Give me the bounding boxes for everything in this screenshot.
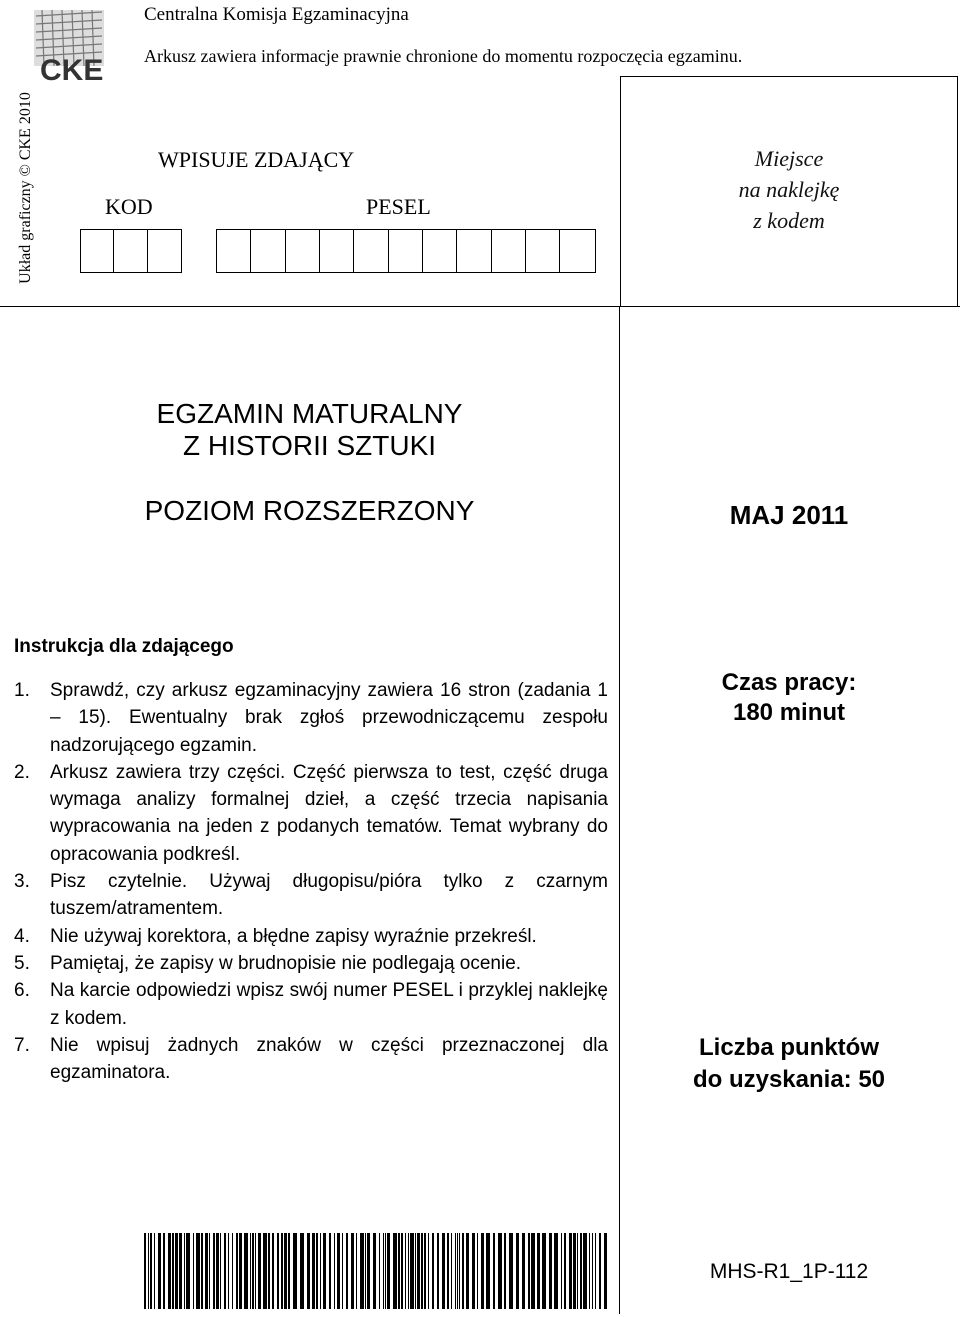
pesel-cell[interactable] — [286, 230, 320, 272]
barcode-bar — [379, 1233, 380, 1309]
barcode-bar — [228, 1233, 229, 1309]
pesel-cell[interactable] — [354, 230, 388, 272]
barcode-bar — [356, 1233, 357, 1309]
barcode-bar — [589, 1233, 590, 1309]
side-copyright-text: Układ graficzny © CKE 2010 — [17, 91, 34, 284]
barcode-bar — [367, 1233, 370, 1309]
instruction-number: 5. — [14, 952, 30, 974]
barcode-bar — [459, 1233, 460, 1309]
barcode-bar — [542, 1233, 546, 1309]
barcode-bar — [224, 1233, 226, 1309]
barcode-bar — [421, 1233, 423, 1309]
barcode-bar — [432, 1233, 434, 1309]
barcode-bar — [323, 1233, 326, 1309]
barcode-bar — [252, 1233, 254, 1309]
instruction-number: 4. — [14, 925, 30, 947]
barcode-bar — [196, 1233, 200, 1309]
barcode-bar — [451, 1233, 452, 1309]
barcode-bar — [509, 1233, 513, 1309]
kod-cell[interactable] — [148, 230, 181, 272]
barcode-bar — [284, 1233, 287, 1309]
barcode-bar — [201, 1233, 203, 1309]
barcode-bar — [604, 1233, 607, 1309]
barcode-bar — [549, 1233, 552, 1309]
time-info — [620, 668, 958, 728]
confidential-notice: Arkusz zawiera informacje prawnie chronione do momentu rozpoczęcia egzaminu. — [144, 46, 743, 66]
instruction-text: Nie wpisuj żadnych znaków w części przeznaczonej dla egzaminatora. — [50, 1034, 608, 1084]
barcode-bar — [365, 1233, 366, 1309]
barcode-bar — [255, 1233, 256, 1309]
barcode-bar — [258, 1233, 261, 1309]
barcode-bar — [424, 1233, 426, 1309]
instruction-item — [14, 923, 608, 950]
barcode-bar — [477, 1233, 478, 1309]
sticker-line-1: Miejsce — [754, 146, 824, 171]
pesel-label: PESEL — [366, 194, 431, 219]
barcode-bar — [193, 1233, 194, 1309]
barcode-bar — [144, 1233, 146, 1309]
barcode-image — [144, 1233, 610, 1309]
barcode-bar — [281, 1233, 283, 1309]
time-value: 180 minut — [732, 699, 846, 726]
barcode-bar — [580, 1233, 582, 1309]
instructions-heading: Instrukcja dla zdającego — [14, 636, 234, 657]
barcode-bar — [209, 1233, 210, 1309]
barcode-bar — [172, 1233, 174, 1309]
barcode-bar — [447, 1233, 449, 1309]
instruction-item — [14, 1032, 608, 1087]
instruction-number: 1. — [14, 680, 30, 701]
barcode-bar — [244, 1233, 248, 1309]
barcode-bar — [239, 1233, 242, 1309]
cke-logo — [32, 6, 108, 86]
barcode-bar — [175, 1233, 178, 1309]
barcode-bar — [405, 1233, 406, 1309]
instruction-number: 7. — [14, 1034, 30, 1056]
barcode-bar — [498, 1233, 502, 1309]
barcode-bar — [393, 1233, 397, 1309]
barcode-bar — [595, 1233, 596, 1309]
barcode-bar — [592, 1233, 593, 1309]
sticker-placeholder — [620, 143, 958, 236]
instruction-item — [14, 759, 608, 868]
sheet-code: MHS-R1_1P-112 — [709, 1260, 869, 1283]
barcode-bar — [437, 1233, 439, 1309]
logo-text: CKE — [40, 54, 104, 86]
barcode-bar — [537, 1233, 540, 1309]
points-value: do uzyskania: 50 — [692, 1066, 886, 1093]
barcode-bar — [398, 1233, 400, 1309]
barcode-bar — [148, 1233, 149, 1309]
vertical-divider — [619, 306, 620, 1314]
pesel-cell[interactable] — [560, 230, 595, 272]
organization-name: Centralna Komisja Egzaminacyjna — [144, 4, 409, 25]
instruction-item — [14, 977, 608, 1032]
points-label: Liczba punktów — [699, 1034, 879, 1061]
barcode-bar — [293, 1233, 297, 1309]
instruction-item — [14, 868, 608, 923]
barcode-bar — [150, 1233, 152, 1309]
exam-title-line-1: EGZAMIN MATURALNY — [156, 398, 463, 429]
barcode-bar — [528, 1233, 530, 1309]
barcode-bar — [236, 1233, 238, 1309]
kod-cell[interactable] — [114, 230, 147, 272]
barcode-bar — [462, 1233, 464, 1309]
barcode-bar — [272, 1233, 274, 1309]
barcode-bar — [277, 1233, 279, 1309]
barcode-bar — [186, 1233, 190, 1309]
barcode-bar — [250, 1233, 251, 1309]
pesel-cell[interactable] — [320, 230, 354, 272]
instruction-number: 6. — [14, 980, 30, 1002]
barcode-bar — [373, 1233, 376, 1309]
barcode-bar — [516, 1233, 519, 1309]
barcode-bar — [334, 1233, 335, 1309]
side-copyright — [10, 90, 42, 285]
pesel-cell[interactable] — [251, 230, 285, 272]
barcode-bar — [486, 1233, 490, 1309]
instruction-text: Na karcie odpowiedzi wpisz swój numer PESEL i przyklej naklejkę z kodem. — [50, 980, 608, 1029]
instruction-text: Sprawdź, czy arkusz egzaminacyjny zawiera 16 stron (zadania 1 – 15). Ewentualny brak zgłoś przewodniczącemu zespołu nadzorującego egzamin. — [50, 680, 608, 756]
barcode-bar — [457, 1233, 458, 1309]
barcode-bar — [179, 1233, 182, 1309]
barcode-bar — [383, 1233, 384, 1309]
barcode-bar — [569, 1233, 572, 1309]
barcode-bar — [300, 1233, 304, 1309]
pesel-input-grid[interactable] — [216, 229, 596, 273]
sticker-line-2: na naklejkę — [738, 177, 840, 202]
barcode-bar — [573, 1233, 576, 1309]
exam-level: POZIOM ROZSZERZONY — [144, 495, 475, 526]
barcode-bar — [360, 1233, 364, 1309]
barcode-bar — [408, 1233, 409, 1309]
barcode-bar — [154, 1233, 155, 1309]
pesel-cell[interactable] — [423, 230, 457, 272]
barcode-bar — [564, 1233, 566, 1309]
time-label: Czas pracy: — [721, 669, 857, 696]
barcode-bar — [401, 1233, 403, 1309]
instruction-number: 2. — [14, 761, 30, 783]
barcode-bar — [216, 1233, 219, 1309]
barcode-bar — [504, 1233, 506, 1309]
barcode-bar — [522, 1233, 525, 1309]
sticker-line-3: z kodem — [753, 208, 825, 233]
kod-cell[interactable] — [81, 230, 114, 272]
barcode-bar — [385, 1233, 386, 1309]
barcode-bar — [428, 1233, 429, 1309]
barcode-bar — [163, 1233, 165, 1309]
barcode-bar — [599, 1233, 601, 1309]
instruction-text: Arkusz zawiera trzy części. Część pierwsza to test, część druga wymaga analizy formalnej dzieł, a część trzecia napisania wypracowania na jeden z podanych tematów. Temat wybrany do opracowania podkreśl. — [50, 761, 608, 865]
barcode-bar — [410, 1233, 414, 1309]
barcode-bar — [472, 1233, 475, 1309]
barcode-bar — [158, 1233, 161, 1309]
entry-heading: WPISUJE ZDAJĄCY — [158, 147, 355, 172]
barcode-bar — [232, 1233, 233, 1309]
barcode-bar — [415, 1233, 416, 1309]
barcode-bar — [493, 1233, 495, 1309]
instruction-text: Pamiętaj, że zapisy w brudnopisie nie podlegają ocenie. — [50, 952, 522, 974]
pesel-cell[interactable] — [217, 230, 251, 272]
barcode-bar — [387, 1233, 390, 1309]
exam-session: MAJ 2011 — [729, 500, 849, 530]
barcode-bar — [481, 1233, 484, 1309]
barcode-bar — [455, 1233, 456, 1309]
barcode-bar — [337, 1233, 340, 1309]
barcode-bar — [268, 1233, 270, 1309]
barcode-bar — [184, 1233, 185, 1309]
barcode-bar — [316, 1233, 318, 1309]
pesel-cell[interactable] — [389, 230, 423, 272]
pesel-cell[interactable] — [457, 230, 491, 272]
barcode-bar — [288, 1233, 290, 1309]
barcode-bar — [168, 1233, 171, 1309]
instruction-item — [14, 950, 608, 977]
barcode-bar — [320, 1233, 321, 1309]
barcode-bar — [531, 1233, 535, 1309]
barcode-bar — [307, 1233, 310, 1309]
instruction-number: 3. — [14, 871, 30, 893]
pesel-cell[interactable] — [492, 230, 526, 272]
barcode-bar — [442, 1233, 445, 1309]
barcode-bar — [561, 1233, 562, 1309]
barcode-bar — [205, 1233, 208, 1309]
barcode-bar — [466, 1233, 469, 1309]
barcode-bar — [213, 1233, 215, 1309]
barcode-bar — [351, 1233, 354, 1309]
instruction-text: Pisz czytelnie. Używaj długopisu/pióra tylko z czarnym tuszem/atramentem. — [50, 871, 608, 920]
instructions-list — [14, 677, 608, 1086]
barcode-bar — [312, 1233, 315, 1309]
points-info — [620, 1032, 958, 1096]
barcode-bar — [220, 1233, 221, 1309]
barcode-bar — [583, 1233, 587, 1309]
instruction-item — [14, 677, 608, 759]
pesel-cell[interactable] — [526, 230, 560, 272]
horizontal-divider — [0, 306, 960, 307]
barcode-bar — [577, 1233, 578, 1309]
barcode-bar — [263, 1233, 267, 1309]
barcode-bar — [342, 1233, 343, 1309]
barcode-bar — [554, 1233, 558, 1309]
kod-label: KOD — [105, 194, 153, 219]
exam-title-line-2: Z HISTORII SZTUKI — [182, 430, 437, 461]
barcode-bar — [417, 1233, 420, 1309]
instruction-text: Nie używaj korektora, a błędne zapisy wyraźnie przekreśl. — [50, 925, 537, 947]
kod-input-grid[interactable] — [80, 229, 182, 273]
barcode-bar — [329, 1233, 331, 1309]
barcode-bar — [346, 1233, 348, 1309]
